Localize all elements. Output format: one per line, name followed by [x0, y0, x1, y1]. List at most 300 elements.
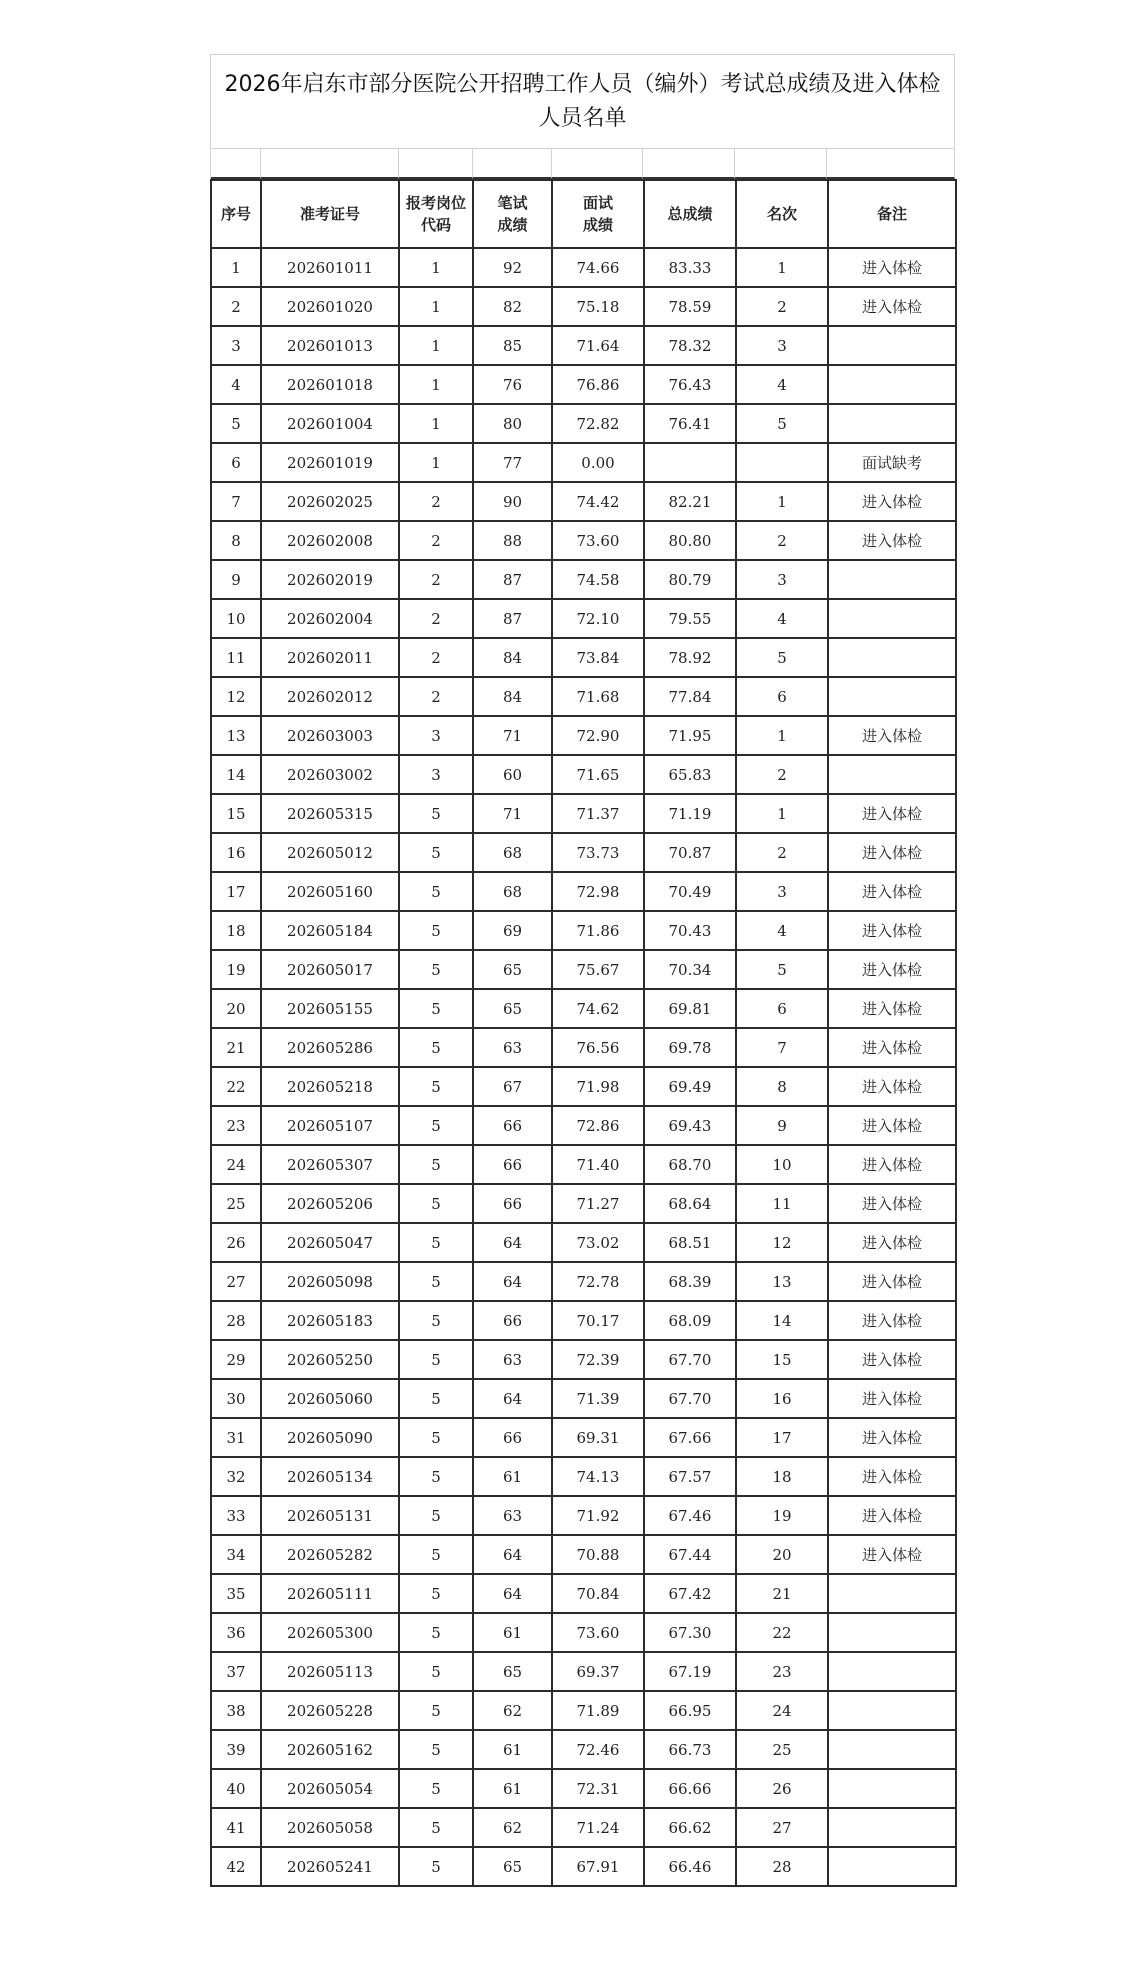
- cell-index: 20: [211, 989, 261, 1028]
- cell-rank: 13: [736, 1262, 828, 1301]
- cell-remark: [828, 677, 956, 716]
- cell-remark: 进入体检: [828, 1028, 956, 1067]
- cell-interview-score: 0.00: [552, 443, 644, 482]
- cell-rank: 27: [736, 1808, 828, 1847]
- cell-index: 3: [211, 326, 261, 365]
- cell-rank: 1: [736, 248, 828, 287]
- cell-remark: [828, 560, 956, 599]
- cell-remark: [828, 1613, 956, 1652]
- cell-total-score: 67.19: [644, 1652, 736, 1691]
- cell-total-score: 67.57: [644, 1457, 736, 1496]
- cell-ticket: 202602012: [261, 677, 399, 716]
- table-row: [211, 794, 956, 833]
- cell-remark: 进入体检: [828, 1418, 956, 1457]
- cell-written-score: 64: [473, 1535, 552, 1574]
- cell-total-score: 68.64: [644, 1184, 736, 1223]
- cell-total-score: 78.59: [644, 287, 736, 326]
- cell-written-score: 71: [473, 794, 552, 833]
- cell-position-code: 5: [399, 1574, 473, 1613]
- cell-position-code: 1: [399, 326, 473, 365]
- table-row: [211, 248, 956, 287]
- cell-index: 1: [211, 248, 261, 287]
- cell-index: 29: [211, 1340, 261, 1379]
- cell-index: 15: [211, 794, 261, 833]
- table-body: [211, 248, 956, 1886]
- cell-index: 37: [211, 1652, 261, 1691]
- cell-total-score: 65.83: [644, 755, 736, 794]
- cell-interview-score: 71.68: [552, 677, 644, 716]
- col-header-position-code: 报考岗位代码: [399, 180, 473, 248]
- cell-interview-score: 74.62: [552, 989, 644, 1028]
- cell-remark: 进入体检: [828, 1301, 956, 1340]
- cell-written-score: 63: [473, 1028, 552, 1067]
- cell-position-code: 5: [399, 1301, 473, 1340]
- cell-written-score: 66: [473, 1301, 552, 1340]
- cell-index: 9: [211, 560, 261, 599]
- cell-remark: [828, 1574, 956, 1613]
- cell-ticket: 202605107: [261, 1106, 399, 1145]
- table-row: [211, 1613, 956, 1652]
- table-row: [211, 755, 956, 794]
- cell-ticket: 202602008: [261, 521, 399, 560]
- cell-interview-score: 73.02: [552, 1223, 644, 1262]
- cell-written-score: 68: [473, 872, 552, 911]
- cell-remark: 进入体检: [828, 950, 956, 989]
- cell-rank: 3: [736, 560, 828, 599]
- cell-written-score: 61: [473, 1730, 552, 1769]
- cell-remark: 进入体检: [828, 833, 956, 872]
- cell-ticket: 202605162: [261, 1730, 399, 1769]
- cell-index: 25: [211, 1184, 261, 1223]
- cell-index: 11: [211, 638, 261, 677]
- cell-position-code: 5: [399, 1691, 473, 1730]
- cell-written-score: 76: [473, 365, 552, 404]
- cell-ticket: 202603002: [261, 755, 399, 794]
- table-row: [211, 989, 956, 1028]
- col-header-interview-score: 面试成绩: [552, 180, 644, 248]
- cell-interview-score: 72.86: [552, 1106, 644, 1145]
- cell-rank: 11: [736, 1184, 828, 1223]
- cell-ticket: 202601020: [261, 287, 399, 326]
- cell-position-code: 5: [399, 1340, 473, 1379]
- cell-remark: 进入体检: [828, 248, 956, 287]
- cell-ticket: 202605012: [261, 833, 399, 872]
- cell-index: 8: [211, 521, 261, 560]
- cell-ticket: 202605058: [261, 1808, 399, 1847]
- cell-total-score: 78.32: [644, 326, 736, 365]
- table-row: [211, 560, 956, 599]
- cell-total-score: 68.09: [644, 1301, 736, 1340]
- cell-ticket: 202605047: [261, 1223, 399, 1262]
- table-row: [211, 1262, 956, 1301]
- table-row: [211, 1496, 956, 1535]
- cell-written-score: 87: [473, 560, 552, 599]
- cell-rank: 18: [736, 1457, 828, 1496]
- cell-remark: 进入体检: [828, 716, 956, 755]
- cell-total-score: 66.73: [644, 1730, 736, 1769]
- spacer-cell: [399, 149, 473, 179]
- cell-written-score: 64: [473, 1262, 552, 1301]
- cell-remark: 进入体检: [828, 1145, 956, 1184]
- cell-rank: 24: [736, 1691, 828, 1730]
- cell-total-score: 69.43: [644, 1106, 736, 1145]
- cell-total-score: 67.70: [644, 1340, 736, 1379]
- cell-rank: 7: [736, 1028, 828, 1067]
- cell-index: 40: [211, 1769, 261, 1808]
- cell-index: 12: [211, 677, 261, 716]
- cell-written-score: 66: [473, 1418, 552, 1457]
- cell-ticket: 202601013: [261, 326, 399, 365]
- cell-rank: 21: [736, 1574, 828, 1613]
- cell-ticket: 202601019: [261, 443, 399, 482]
- cell-written-score: 71: [473, 716, 552, 755]
- table-row: [211, 1769, 956, 1808]
- cell-position-code: 5: [399, 1184, 473, 1223]
- cell-position-code: 3: [399, 755, 473, 794]
- cell-remark: 进入体检: [828, 482, 956, 521]
- cell-position-code: 5: [399, 1457, 473, 1496]
- col-header-written-score: 笔试成绩: [473, 180, 552, 248]
- cell-written-score: 68: [473, 833, 552, 872]
- cell-remark: 面试缺考: [828, 443, 956, 482]
- cell-ticket: 202605131: [261, 1496, 399, 1535]
- table-row: [211, 1028, 956, 1067]
- cell-total-score: 82.21: [644, 482, 736, 521]
- cell-rank: 5: [736, 950, 828, 989]
- cell-written-score: 85: [473, 326, 552, 365]
- cell-rank: 6: [736, 989, 828, 1028]
- cell-total-score: 71.19: [644, 794, 736, 833]
- cell-ticket: 202605134: [261, 1457, 399, 1496]
- cell-remark: 进入体检: [828, 872, 956, 911]
- cell-index: 23: [211, 1106, 261, 1145]
- cell-interview-score: 71.92: [552, 1496, 644, 1535]
- cell-remark: 进入体检: [828, 1106, 956, 1145]
- cell-total-score: 67.30: [644, 1613, 736, 1652]
- spacer-cell: [552, 149, 644, 179]
- spacer-cell: [211, 149, 261, 179]
- cell-remark: 进入体检: [828, 1067, 956, 1106]
- cell-position-code: 5: [399, 1067, 473, 1106]
- cell-position-code: 5: [399, 950, 473, 989]
- cell-interview-score: 72.98: [552, 872, 644, 911]
- table-row: [211, 1145, 956, 1184]
- cell-total-score: [644, 443, 736, 482]
- table-row: [211, 482, 956, 521]
- table-row: [211, 1301, 956, 1340]
- cell-position-code: 5: [399, 1145, 473, 1184]
- cell-index: 21: [211, 1028, 261, 1067]
- table-row: [211, 365, 956, 404]
- cell-written-score: 64: [473, 1379, 552, 1418]
- cell-rank: 22: [736, 1613, 828, 1652]
- cell-written-score: 62: [473, 1808, 552, 1847]
- cell-rank: 19: [736, 1496, 828, 1535]
- cell-written-score: 69: [473, 911, 552, 950]
- cell-ticket: 202602004: [261, 599, 399, 638]
- cell-ticket: 202605090: [261, 1418, 399, 1457]
- cell-index: 28: [211, 1301, 261, 1340]
- cell-index: 35: [211, 1574, 261, 1613]
- table-row: [211, 1847, 956, 1886]
- cell-written-score: 84: [473, 638, 552, 677]
- cell-interview-score: 69.37: [552, 1652, 644, 1691]
- cell-total-score: 70.34: [644, 950, 736, 989]
- cell-position-code: 5: [399, 989, 473, 1028]
- cell-rank: 26: [736, 1769, 828, 1808]
- cell-interview-score: 75.18: [552, 287, 644, 326]
- table-row: [211, 1223, 956, 1262]
- score-table: [210, 179, 957, 1887]
- cell-remark: [828, 599, 956, 638]
- cell-remark: 进入体检: [828, 1223, 956, 1262]
- cell-remark: [828, 1730, 956, 1769]
- spacer-cell: [827, 149, 955, 179]
- table-row: [211, 1340, 956, 1379]
- table-row: [211, 911, 956, 950]
- cell-position-code: 2: [399, 521, 473, 560]
- cell-index: 6: [211, 443, 261, 482]
- table-row: [211, 1067, 956, 1106]
- table-row: [211, 1691, 956, 1730]
- cell-position-code: 5: [399, 1730, 473, 1769]
- cell-remark: 进入体检: [828, 1262, 956, 1301]
- cell-remark: [828, 1847, 956, 1886]
- cell-ticket: 202601004: [261, 404, 399, 443]
- cell-ticket: 202605183: [261, 1301, 399, 1340]
- cell-interview-score: 72.78: [552, 1262, 644, 1301]
- table-row: [211, 1574, 956, 1613]
- cell-remark: 进入体检: [828, 1379, 956, 1418]
- cell-total-score: 70.49: [644, 872, 736, 911]
- cell-remark: 进入体检: [828, 911, 956, 950]
- cell-rank: 4: [736, 599, 828, 638]
- table-row: [211, 1184, 956, 1223]
- cell-total-score: 67.42: [644, 1574, 736, 1613]
- cell-ticket: 202605098: [261, 1262, 399, 1301]
- cell-index: 18: [211, 911, 261, 950]
- cell-total-score: 71.95: [644, 716, 736, 755]
- cell-index: 36: [211, 1613, 261, 1652]
- cell-index: 24: [211, 1145, 261, 1184]
- cell-rank: 8: [736, 1067, 828, 1106]
- cell-total-score: 66.62: [644, 1808, 736, 1847]
- cell-rank: 14: [736, 1301, 828, 1340]
- cell-written-score: 61: [473, 1457, 552, 1496]
- cell-index: 7: [211, 482, 261, 521]
- table-row: [211, 287, 956, 326]
- cell-interview-score: 70.17: [552, 1301, 644, 1340]
- cell-index: 5: [211, 404, 261, 443]
- table-row: [211, 326, 956, 365]
- cell-total-score: 69.49: [644, 1067, 736, 1106]
- cell-position-code: 5: [399, 1379, 473, 1418]
- cell-index: 4: [211, 365, 261, 404]
- table-row: [211, 1808, 956, 1847]
- cell-ticket: 202605228: [261, 1691, 399, 1730]
- cell-written-score: 92: [473, 248, 552, 287]
- cell-interview-score: 71.27: [552, 1184, 644, 1223]
- cell-remark: 进入体检: [828, 794, 956, 833]
- cell-ticket: 202605315: [261, 794, 399, 833]
- cell-written-score: 63: [473, 1496, 552, 1535]
- col-header-ticket: 准考证号: [261, 180, 399, 248]
- cell-position-code: 5: [399, 833, 473, 872]
- cell-interview-score: 71.39: [552, 1379, 644, 1418]
- cell-written-score: 64: [473, 1574, 552, 1613]
- document-title: 2026年启东市部分医院公开招聘工作人员（编外）考试总成绩及进入体检人员名单: [224, 71, 941, 131]
- cell-interview-score: 73.60: [552, 521, 644, 560]
- cell-written-score: 90: [473, 482, 552, 521]
- cell-ticket: 202605300: [261, 1613, 399, 1652]
- cell-ticket: 202605184: [261, 911, 399, 950]
- cell-index: 10: [211, 599, 261, 638]
- cell-rank: [736, 443, 828, 482]
- cell-index: 14: [211, 755, 261, 794]
- table-row: [211, 1106, 956, 1145]
- col-header-index: 序号: [211, 180, 261, 248]
- table-row: [211, 1652, 956, 1691]
- cell-position-code: 2: [399, 599, 473, 638]
- cell-rank: 12: [736, 1223, 828, 1262]
- cell-interview-score: 73.60: [552, 1613, 644, 1652]
- cell-position-code: 2: [399, 677, 473, 716]
- cell-remark: [828, 1769, 956, 1808]
- cell-interview-score: 75.67: [552, 950, 644, 989]
- cell-interview-score: 74.58: [552, 560, 644, 599]
- cell-index: 38: [211, 1691, 261, 1730]
- cell-total-score: 70.43: [644, 911, 736, 950]
- cell-ticket: 202605054: [261, 1769, 399, 1808]
- cell-position-code: 5: [399, 1535, 473, 1574]
- cell-rank: 3: [736, 872, 828, 911]
- cell-total-score: 78.92: [644, 638, 736, 677]
- cell-index: 17: [211, 872, 261, 911]
- cell-total-score: 67.66: [644, 1418, 736, 1457]
- cell-interview-score: 74.13: [552, 1457, 644, 1496]
- cell-index: 13: [211, 716, 261, 755]
- cell-interview-score: 70.88: [552, 1535, 644, 1574]
- cell-position-code: 5: [399, 1262, 473, 1301]
- cell-interview-score: 76.86: [552, 365, 644, 404]
- table-row: [211, 638, 956, 677]
- spacer-cell: [473, 149, 552, 179]
- cell-ticket: 202602025: [261, 482, 399, 521]
- cell-total-score: 79.55: [644, 599, 736, 638]
- cell-position-code: 5: [399, 1496, 473, 1535]
- cell-total-score: 68.39: [644, 1262, 736, 1301]
- cell-total-score: 69.81: [644, 989, 736, 1028]
- cell-total-score: 77.84: [644, 677, 736, 716]
- cell-interview-score: 73.84: [552, 638, 644, 677]
- table-row: [211, 950, 956, 989]
- cell-rank: 9: [736, 1106, 828, 1145]
- cell-index: 42: [211, 1847, 261, 1886]
- cell-interview-score: 71.98: [552, 1067, 644, 1106]
- table-row: [211, 872, 956, 911]
- cell-total-score: 76.41: [644, 404, 736, 443]
- cell-written-score: 65: [473, 1847, 552, 1886]
- cell-total-score: 80.79: [644, 560, 736, 599]
- cell-remark: 进入体检: [828, 1457, 956, 1496]
- cell-rank: 6: [736, 677, 828, 716]
- cell-rank: 4: [736, 365, 828, 404]
- cell-written-score: 65: [473, 1652, 552, 1691]
- cell-total-score: 83.33: [644, 248, 736, 287]
- cell-total-score: 80.80: [644, 521, 736, 560]
- cell-ticket: 202601018: [261, 365, 399, 404]
- cell-ticket: 202605160: [261, 872, 399, 911]
- cell-position-code: 2: [399, 560, 473, 599]
- cell-rank: 2: [736, 521, 828, 560]
- cell-position-code: 1: [399, 443, 473, 482]
- cell-position-code: 5: [399, 1847, 473, 1886]
- cell-rank: 25: [736, 1730, 828, 1769]
- table-row: [211, 677, 956, 716]
- cell-interview-score: 71.64: [552, 326, 644, 365]
- table-row: [211, 521, 956, 560]
- cell-ticket: 202605111: [261, 1574, 399, 1613]
- title-box: [210, 54, 955, 148]
- cell-total-score: 66.66: [644, 1769, 736, 1808]
- cell-index: 27: [211, 1262, 261, 1301]
- cell-written-score: 66: [473, 1106, 552, 1145]
- cell-position-code: 5: [399, 1106, 473, 1145]
- cell-written-score: 65: [473, 989, 552, 1028]
- cell-interview-score: 70.84: [552, 1574, 644, 1613]
- cell-index: 19: [211, 950, 261, 989]
- table-row: [211, 1418, 956, 1457]
- cell-index: 39: [211, 1730, 261, 1769]
- cell-total-score: 76.43: [644, 365, 736, 404]
- cell-written-score: 66: [473, 1184, 552, 1223]
- header-row: [211, 180, 956, 248]
- cell-ticket: 202605250: [261, 1340, 399, 1379]
- cell-remark: [828, 365, 956, 404]
- cell-interview-score: 71.24: [552, 1808, 644, 1847]
- cell-interview-score: 71.89: [552, 1691, 644, 1730]
- cell-rank: 1: [736, 482, 828, 521]
- cell-remark: [828, 638, 956, 677]
- cell-interview-score: 72.82: [552, 404, 644, 443]
- cell-ticket: 202603003: [261, 716, 399, 755]
- cell-remark: [828, 326, 956, 365]
- cell-interview-score: 69.31: [552, 1418, 644, 1457]
- cell-ticket: 202605307: [261, 1145, 399, 1184]
- cell-written-score: 64: [473, 1223, 552, 1262]
- cell-position-code: 5: [399, 1769, 473, 1808]
- cell-rank: 23: [736, 1652, 828, 1691]
- cell-interview-score: 71.37: [552, 794, 644, 833]
- cell-interview-score: 72.10: [552, 599, 644, 638]
- cell-rank: 5: [736, 638, 828, 677]
- cell-position-code: 1: [399, 365, 473, 404]
- cell-ticket: 202602011: [261, 638, 399, 677]
- cell-ticket: 202605218: [261, 1067, 399, 1106]
- cell-ticket: 202601011: [261, 248, 399, 287]
- spacer-cell: [261, 149, 399, 179]
- cell-interview-score: 67.91: [552, 1847, 644, 1886]
- table-row: [211, 833, 956, 872]
- cell-remark: 进入体检: [828, 1535, 956, 1574]
- table-row: [211, 404, 956, 443]
- table-row: [211, 1379, 956, 1418]
- cell-position-code: 5: [399, 1613, 473, 1652]
- table-row: [211, 1535, 956, 1574]
- cell-index: 30: [211, 1379, 261, 1418]
- table-row: [211, 599, 956, 638]
- cell-position-code: 3: [399, 716, 473, 755]
